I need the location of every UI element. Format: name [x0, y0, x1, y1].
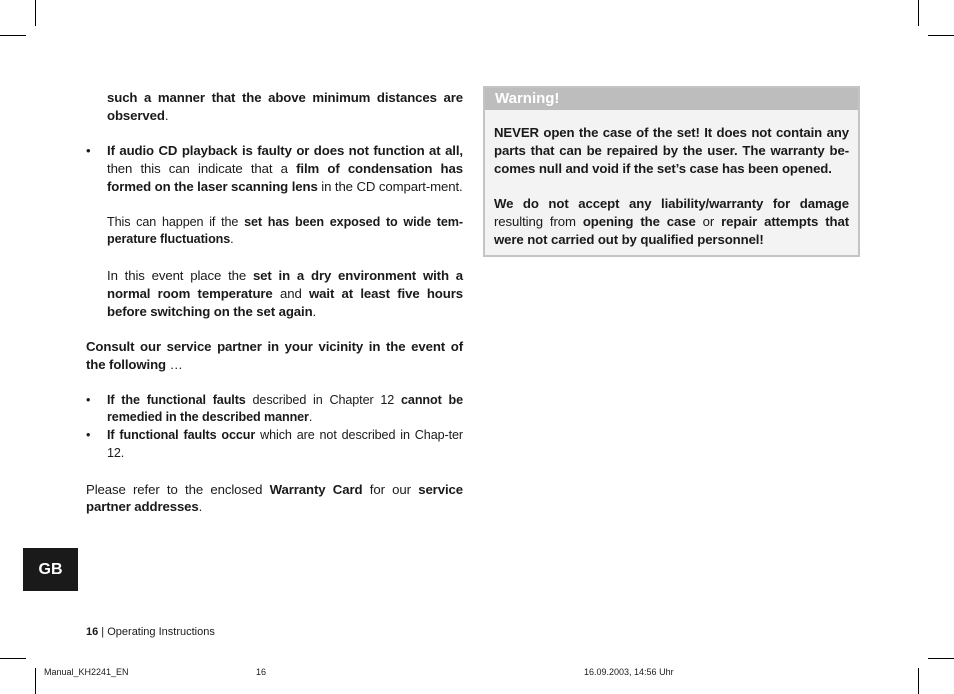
bullet-item-functional-faults: • If the functional faults described in Chapter 12 cannot be remedied in the described manner.	[86, 392, 464, 425]
language-tab: GB	[23, 548, 78, 591]
crop-mark	[928, 658, 954, 659]
crop-mark	[35, 0, 36, 26]
crop-mark	[0, 35, 26, 36]
bullet-item-condensation: • If audio CD playback is faulty or does not function at all, then this can indicate that a film of condensation has formed on the laser scanning lens in the CD compart-ment.	[86, 143, 463, 194]
bullet-item-faults-occur: • If functional faults occur which are not described in Chap-ter 12.	[86, 428, 463, 460]
crop-mark	[928, 35, 954, 36]
bullet-marker: •	[86, 428, 91, 443]
page-number: 16	[86, 626, 99, 638]
print-page-number: 16	[256, 667, 267, 677]
crop-mark	[918, 668, 919, 694]
paragraph-consult: Consult our service partner in your vicinity in the event of the following …	[86, 339, 463, 372]
bullet-marker: •	[86, 143, 91, 159]
warning-paragraph-liability: We do not accept any liability/warranty for damage resulting from opening the case or repair attempts that were not carried out by qualified personnel!	[494, 196, 849, 247]
crop-mark	[0, 658, 26, 659]
print-file-name: Manual_KH2241_EN	[44, 667, 129, 677]
crop-mark	[918, 0, 919, 26]
print-timestamp: 16.09.2003, 14:56 Uhr	[584, 667, 674, 677]
crop-mark	[35, 668, 36, 694]
page-footer: 16 | Operating Instructions	[86, 626, 215, 638]
left-column	[86, 89, 463, 516]
footer-label: Operating Instructions	[107, 626, 215, 638]
bullet-marker: •	[86, 392, 91, 407]
paragraph-warranty-card: Please refer to the enclosed Warranty Card for our service partner addresses.	[86, 481, 463, 515]
paragraph-dry-environment: In this event place the set in a dry environment with a normal room temperature and wait at least five hours before switching on the set again.	[107, 267, 463, 319]
warning-title: Warning!	[485, 88, 858, 110]
warning-paragraph-case: NEVER open the case of the set! It does not contain any parts that can be repaired by the user. The warranty be-comes null and void if the set’s case has been opened.	[494, 125, 849, 176]
continued-paragraph: such a manner that the above minimum distances are observed.	[107, 90, 463, 123]
paragraph-temperature: This can happen if the set has been exposed to wide tem-perature fluctuations.	[107, 214, 463, 247]
warning-box	[483, 86, 860, 257]
warning-body	[485, 110, 858, 249]
